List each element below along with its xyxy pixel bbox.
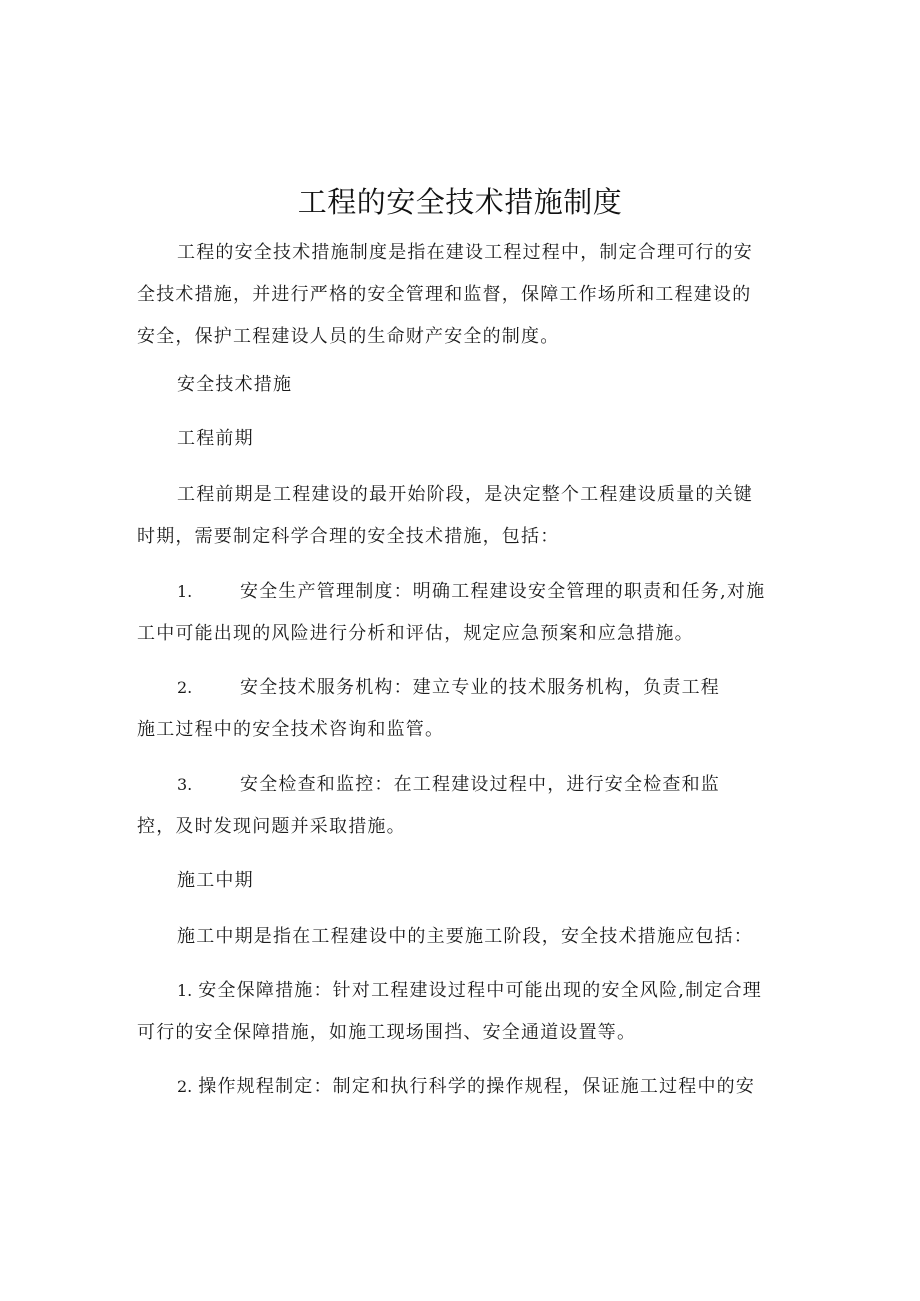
mid-phase-description: 施工中期是指在工程建设中的主要施工阶段，安全技术措施应包括： <box>177 926 753 947</box>
mid-phase-item <box>137 970 797 1054</box>
intro-line-1: 工程的安全技术措施制度是指在建设工程过程中，制定合理可行的安 <box>177 242 753 263</box>
item-line-2: 施工过程中的安全技术咨询和监管。 <box>137 719 445 740</box>
section-heading: 安全技术措施 <box>177 374 293 395</box>
item-line-1: 安全检查和监控：在工程建设过程中，进行安全检查和监 <box>240 774 720 795</box>
pre-phase-item <box>137 571 797 655</box>
pre-phase-item <box>137 764 797 848</box>
pre-phase-description <box>137 474 797 558</box>
item-line-1: 安全技术服务机构：建立专业的技术服务机构，负责工程 <box>240 677 720 698</box>
item-number: 1. <box>177 582 193 601</box>
item-line-2: 工中可能出现的风险进行分析和评估，规定应急预案和应急措施。 <box>137 623 694 644</box>
item-number: 2. <box>177 678 193 697</box>
intro-paragraph <box>137 232 797 358</box>
intro-line-2: 全技术措施，并进行严格的安全管理和监督，保障工作场所和工程建设的 <box>137 284 752 305</box>
item-number: 3. <box>177 775 193 794</box>
item-line-1: 安全保障措施：针对工程建设过程中可能出现的安全风险,制定合理 <box>198 980 762 1001</box>
item-line-2: 可行的安全保障措施，如施工现场围挡、安全通道设置等。 <box>137 1022 637 1043</box>
item-line-1: 安全生产管理制度：明确工程建设安全管理的职责和任务,对施 <box>240 581 766 602</box>
item-number: 2. <box>177 1077 193 1096</box>
item-line-1: 操作规程制定：制定和执行科学的操作规程，保证施工过程中的安 <box>198 1076 756 1097</box>
mid-phase-item <box>137 1066 797 1108</box>
pre-phase-desc-line-2: 时期，需要制定科学合理的安全技术措施，包括： <box>137 526 560 547</box>
pre-phase-item <box>137 667 797 751</box>
pre-phase-desc-line-1: 工程前期是工程建设的最开始阶段，是决定整个工程建设质量的关键 <box>177 484 753 505</box>
pre-phase-heading: 工程前期 <box>177 428 254 449</box>
item-number: 1. <box>177 981 193 1000</box>
item-line-2: 控，及时发现问题并采取措施。 <box>137 816 406 837</box>
intro-line-3: 安全，保护工程建设人员的生命财产安全的制度。 <box>137 326 560 347</box>
document-title: 工程的安全技术措施制度 <box>297 185 623 219</box>
mid-phase-heading: 施工中期 <box>177 870 254 891</box>
